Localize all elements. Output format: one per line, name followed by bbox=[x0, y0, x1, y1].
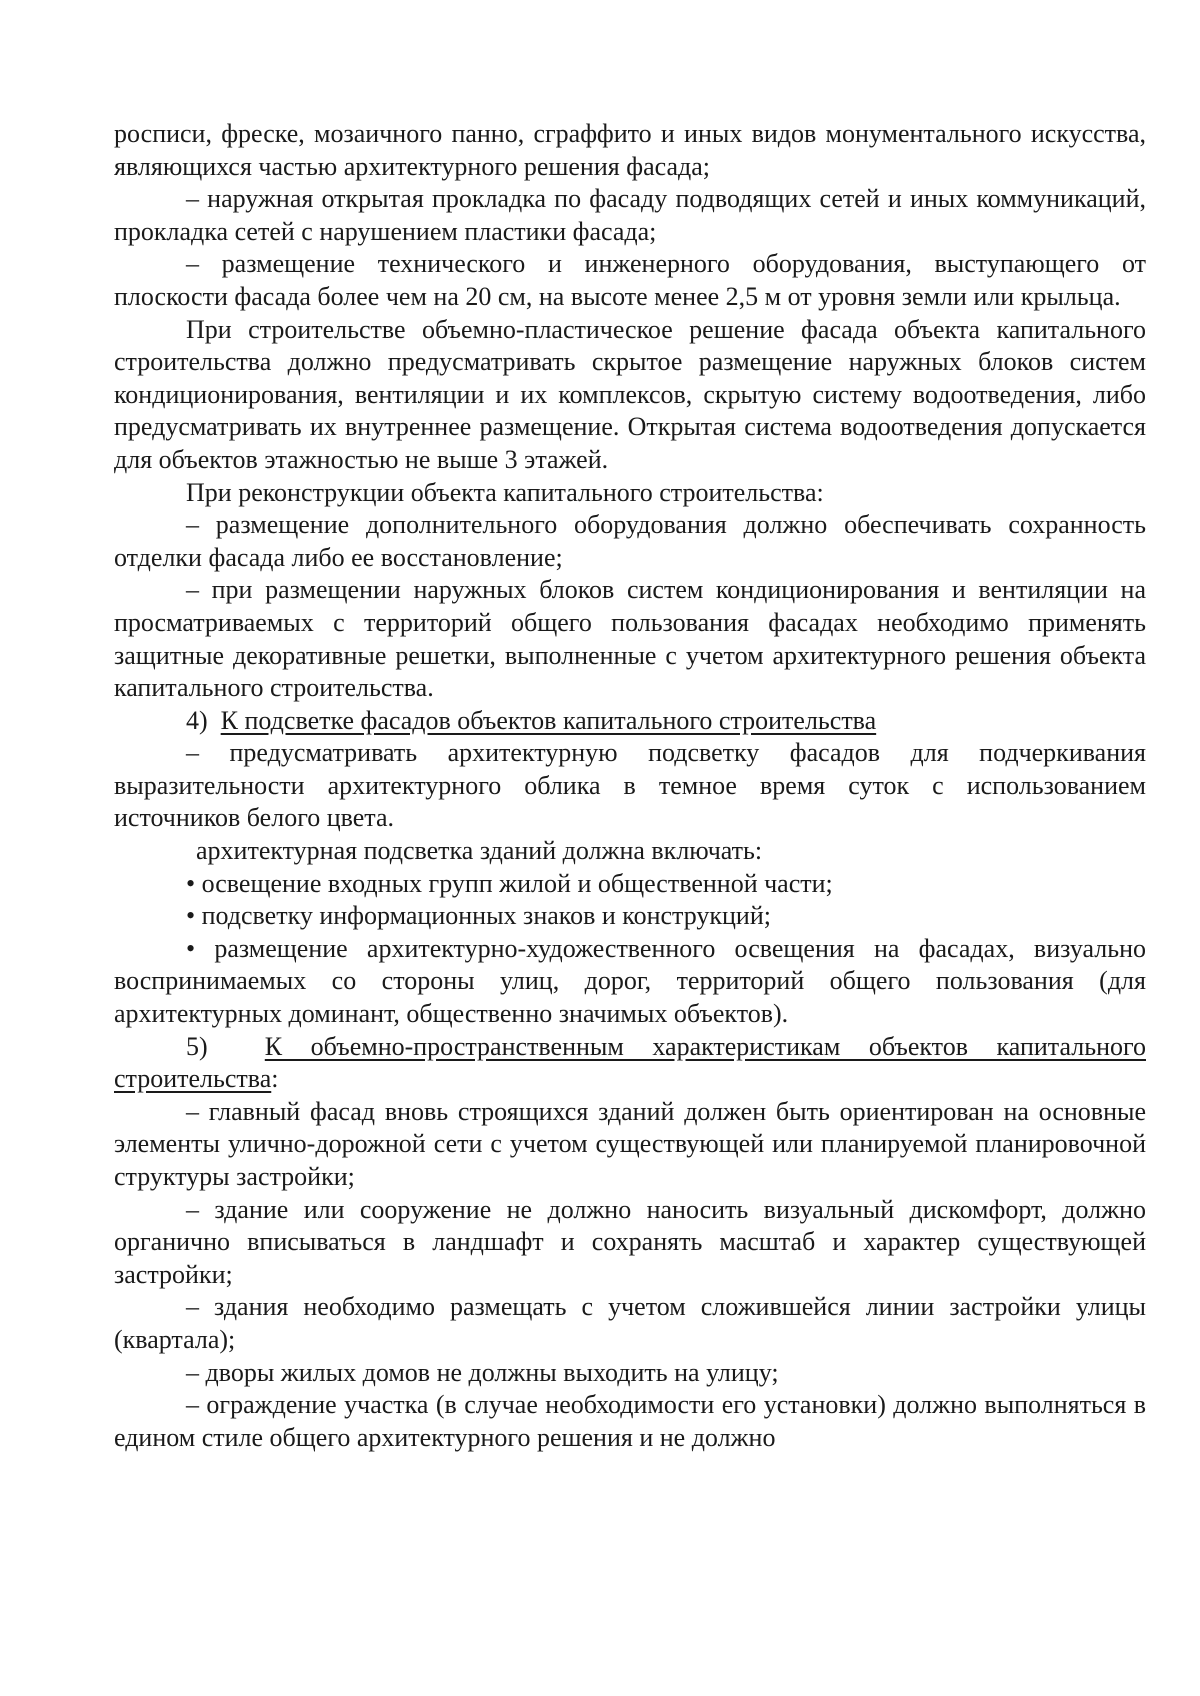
list-item-courtyards: – дворы жилых домов не должны выходить на улицу; bbox=[186, 1357, 779, 1387]
list-item-visual-comfort: – здание или сооружение не должно наносить визуальный дискомфорт, должно органично вписываться в ландшафт и сохранять масштаб и характер существующей застройки; bbox=[114, 1194, 1146, 1289]
document-page bbox=[114, 118, 1146, 1454]
paragraph-construction: При строительстве объемно-пластическое решение фасада объекта капитального строительства должно предусматривать скрытое размещение наружных блоков систем кондиционирования, вентиляции и их комплексов, скрытую систему водоотведения, либо предусматривать их внутреннее размещение. Открытая система водоотведения допускается для объектов этажностью не выше 3 этажей. bbox=[114, 314, 1146, 474]
list-item-outdoor-units: – при размещении наружных блоков систем кондиционирования и вентиляции на просматриваемых с территорий общего пользования фасадах необходимо применять защитные декоративные решетки, выполненные с учетом архитектурного решения объекта капитального строительства. bbox=[114, 575, 1146, 703]
section-title-4: К подсветке фасадов объектов капитального строительства bbox=[220, 705, 877, 735]
list-item-open-networks: – наружная открытая прокладка по фасаду подводящих сетей и иных коммуникаций, прокладка сетей с нарушением пластики фасада; bbox=[114, 184, 1146, 246]
list-item-lighting: – предусматривать архитектурную подсветку фасадов для подчеркивания выразительности архитектурного облика в темное время суток с использованием источников белого цвета. bbox=[114, 738, 1146, 833]
list-item-building-line: – здания необходимо размещать с учетом сложившейся линии застройки улицы (квартала); bbox=[114, 1292, 1146, 1354]
bullet-facade-lighting: • размещение архитектурно-художественного освещения на фасадах, визуально воспринимаемых со стороны улиц, дорог, территорий общего пользования (для архитектурных доминант, общественно значимых объектов). bbox=[114, 933, 1146, 1029]
section-heading-5 bbox=[114, 1031, 1146, 1096]
list-item-main-facade: – главный фасад вновь строящихся зданий должен быть ориентирован на основные элементы улично-дорожной сети с учетом существующей или планируемой планировочной структуры застройки; bbox=[114, 1096, 1146, 1191]
bullet-signs-lighting: • подсветку информационных знаков и конструкций; bbox=[186, 901, 771, 931]
list-item-equipment-placement: – размещение технического и инженерного оборудования, выступающего от плоскости фасада более чем на 20 см, на высоте менее 2,5 м от уровня земли или крыльца. bbox=[114, 249, 1146, 311]
bullet-entrance-lighting: • освещение входных групп жилой и общественной части; bbox=[186, 868, 833, 898]
section-heading-4 bbox=[114, 705, 1146, 738]
section-title-5: К объемно-пространственным характеристикам объектов капитального строительства bbox=[114, 1031, 1146, 1094]
section-number-4: 4) bbox=[186, 705, 208, 735]
section-number-5: 5) bbox=[186, 1031, 208, 1061]
paragraph-continuation: росписи, фреске, мозаичного панно, сграффито и иных видов монументального искусства, являющихся частью архитектурного решения фасада; bbox=[114, 119, 1146, 181]
section-title-5-colon: : bbox=[271, 1064, 279, 1094]
list-item-additional-equipment: – размещение дополнительного оборудования должно обеспечивать сохранность отделки фасада либо ее восстановление; bbox=[114, 510, 1146, 572]
paragraph-lighting-includes: архитектурная подсветка зданий должна включать: bbox=[196, 836, 763, 866]
paragraph-reconstruction: При реконструкции объекта капитального строительства: bbox=[186, 477, 824, 507]
list-item-fencing: – ограждение участка (в случае необходимости его установки) должно выполняться в едином стиле общего архитектурного решения и не должно bbox=[114, 1390, 1146, 1452]
